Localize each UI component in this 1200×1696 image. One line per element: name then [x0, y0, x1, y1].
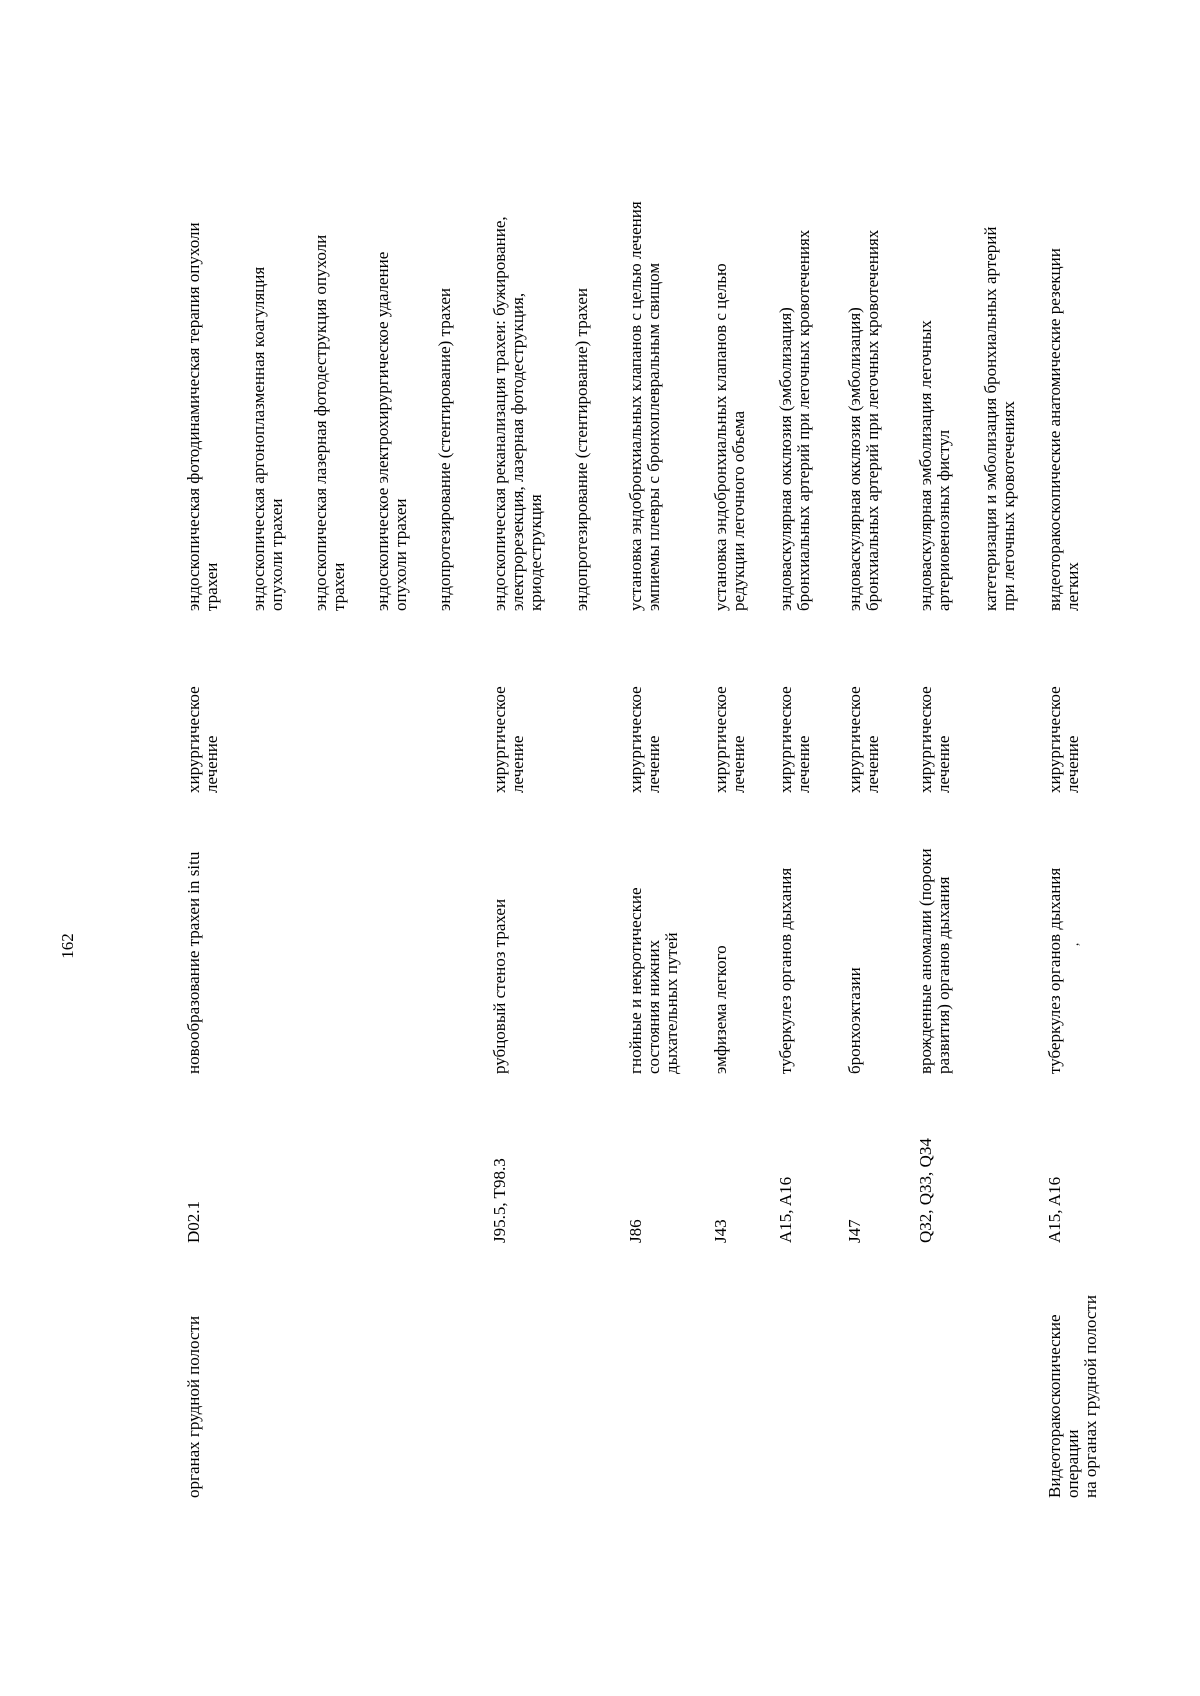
treatment-type-cell: хирургическое лечение [1045, 686, 1082, 793]
icd-code-cell: J47 [845, 1219, 864, 1243]
treatment-method-cell: установка эндобронхиальных клапанов с целью редукции легочного объема [711, 263, 748, 611]
treatment-method-cell: эндоскопическая лазерная фотодеструкция опухоли трахеи [311, 234, 348, 611]
treatment-method-cell: эндоскопическая аргоноплазменная коагуляция опухоли трахеи [249, 266, 286, 611]
patient-model-cell: гнойные и некротические состояния нижних дыхательных путей [626, 887, 681, 1074]
patient-model-cell: рубцовый стеноз трахеи [490, 898, 509, 1074]
icd-code-cell: D02.1 [184, 1200, 203, 1243]
treatment-type-cell: хирургическое лечение [916, 686, 953, 793]
page-number: 162 [58, 933, 77, 959]
group-cell: органах грудной полости [184, 1315, 203, 1498]
treatment-method-cell: эндопротезирование (стентирование) трахеи [572, 288, 591, 611]
treatment-method-cell: эндоваскулярная окклюзия (эмболизация) бронхиальных артерий при легочных кровотечениях [776, 229, 813, 611]
icd-code-cell: J95.5, T98.3 [490, 1158, 509, 1243]
icd-code-cell: A15, A16 [776, 1176, 795, 1243]
patient-model-cell: бронхоэктазии [845, 967, 864, 1074]
treatment-method-cell: эндоваскулярная эмболизация легочных артериовенозных фистул [916, 320, 953, 611]
treatment-type-cell: хирургическое лечение [776, 686, 813, 793]
treatment-type-cell: хирургическое лечение [845, 686, 882, 793]
treatment-type-cell: хирургическое лечение [626, 686, 663, 793]
patient-model-cell: новообразование трахеи in situ [184, 851, 203, 1074]
treatment-type-cell: хирургическое лечение [490, 686, 527, 793]
treatment-method-cell: эндоскопическая реканализация трахеи: бужирование, электрорезекция, лазерная фотодеструкция, криодеструкция [490, 216, 545, 611]
patient-model-cell: туберкулез органов дыхания [776, 867, 795, 1074]
icd-code-cell: J43 [711, 1219, 730, 1243]
treatment-method-cell: установка эндобронхиальных клапанов с целью лечения эмпиемы плевры с бронхоплевральным свищом [626, 201, 663, 611]
patient-model-cell: туберкулез органов дыхания [1045, 867, 1064, 1074]
treatment-method-cell: эндоваскулярная окклюзия (эмболизация) бронхиальных артерий при легочных кровотечениях [845, 229, 882, 611]
treatment-type-cell: хирургическое лечение [184, 686, 221, 793]
stray-mark: , [1066, 942, 1081, 946]
treatment-method-cell: эндоскопическое электрохирургическое удаление опухоли трахеи [373, 251, 410, 611]
patient-model-cell: эмфизема легкого [711, 945, 730, 1074]
icd-code-cell: A15, A16 [1045, 1176, 1064, 1243]
treatment-method-cell: эндоскопическая фотодинамическая терапия опухоли трахеи [184, 222, 221, 611]
icd-code-cell: J86 [626, 1219, 645, 1243]
icd-code-cell: Q32, Q33, Q34 [916, 1138, 935, 1243]
treatment-method-cell: видеоторакоскопические анатомические резекции легких [1045, 248, 1082, 611]
treatment-type-cell: хирургическое лечение [711, 686, 748, 793]
treatment-method-cell: катетеризация и эмболизация бронхиальных артерий при легочных кровотечениях [981, 226, 1018, 611]
group-cell: Видеоторакоскопические операции на органах грудной полости [1045, 1295, 1100, 1498]
patient-model-cell: врожденные аномалии (пороки развития) органов дыхания [916, 848, 953, 1074]
treatment-method-cell: эндопротезирование (стентирование) трахеи [435, 288, 454, 611]
